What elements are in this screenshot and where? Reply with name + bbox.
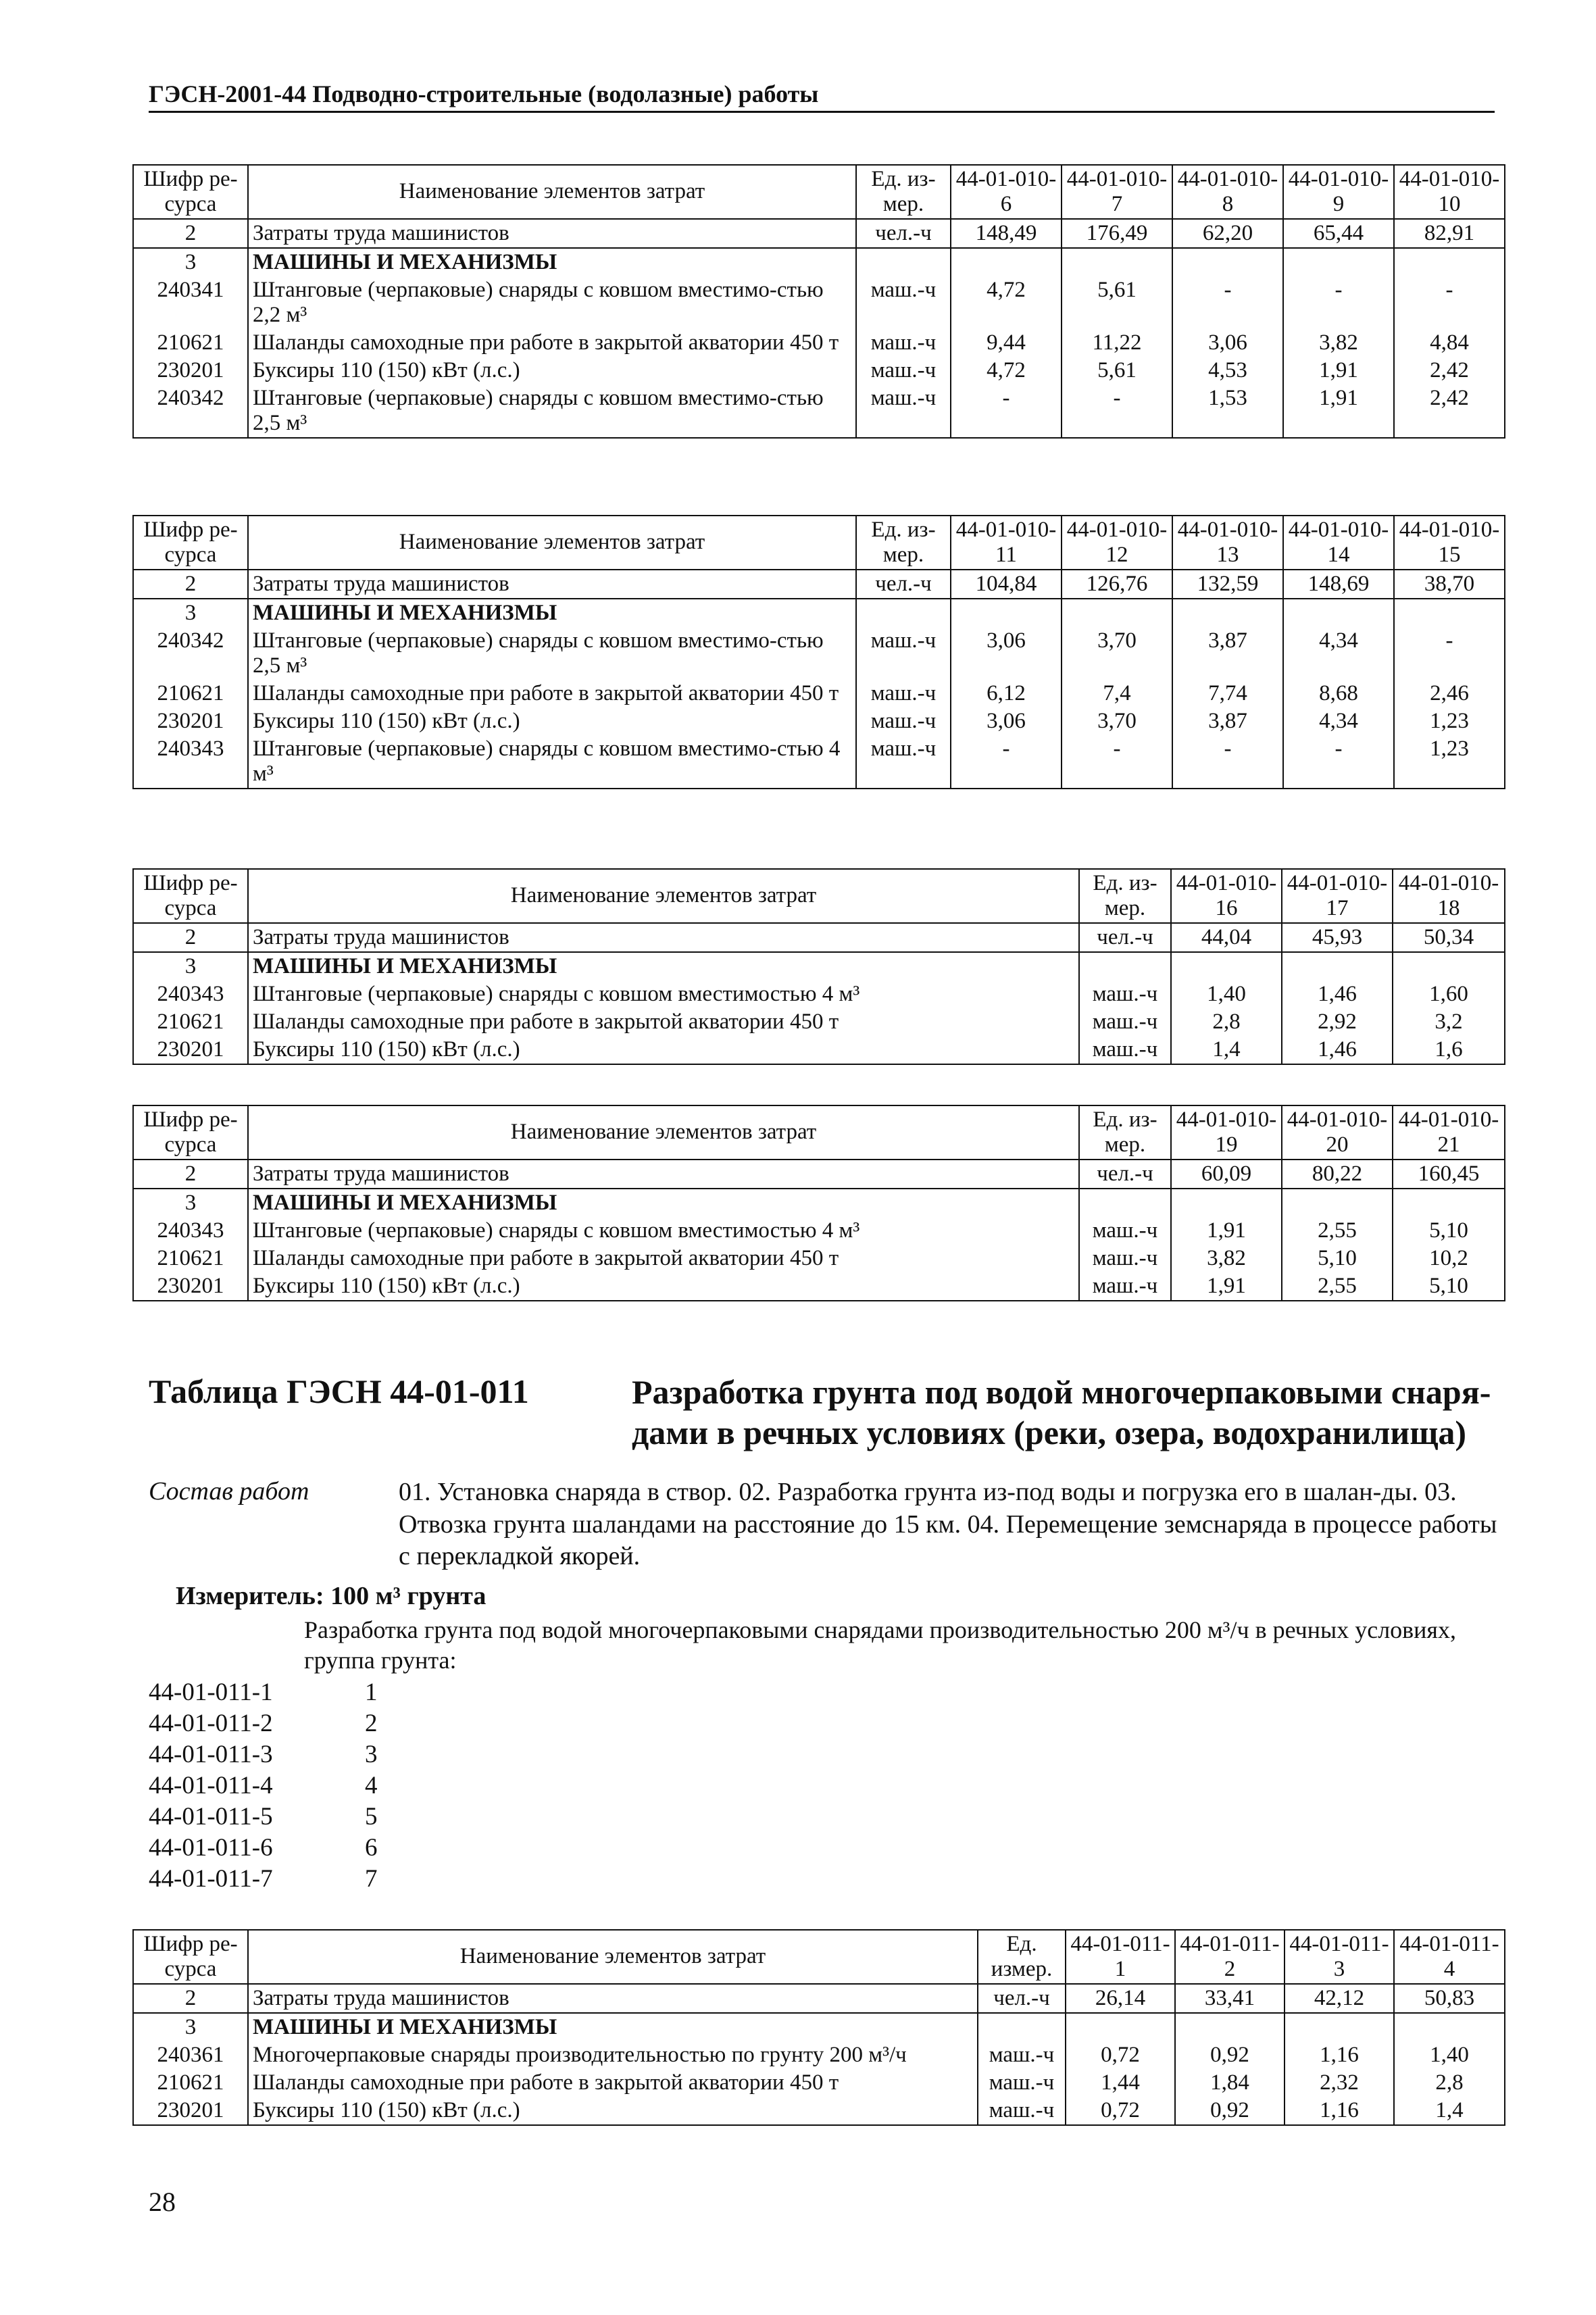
row-unit: маш.-ч <box>1079 1217 1171 1245</box>
row-name: МАШИНЫ И МЕХАНИЗМЫ <box>248 248 856 276</box>
header-shifr: Шифр ре-сурса <box>133 516 248 570</box>
header-norm-code: 44-01-010-9 <box>1283 165 1394 219</box>
row-name: Многочерпаковые снаряды производительностью по грунту 200 м³/ч <box>248 2041 978 2069</box>
table-header-row <box>133 1930 1505 1984</box>
row-unit: маш.-ч <box>1079 1036 1171 1064</box>
header-norm-code: 44-01-010-8 <box>1172 165 1283 219</box>
row-value: 4,53 <box>1172 357 1283 384</box>
row-unit: маш.-ч <box>1079 1272 1171 1301</box>
table-row <box>133 952 1505 980</box>
table-row <box>133 1245 1505 1272</box>
row-code: 3 <box>133 1189 248 1217</box>
row-value: 0,72 <box>1066 2041 1175 2069</box>
table-title: Разработка грунта под водой многочерпаковыми снаря-дами в речных условиях (реки, озера, водохранилища) <box>632 1373 1491 1451</box>
header-norm-code: 44-01-011-4 <box>1394 1930 1505 1984</box>
norm-table-1 <box>132 164 1505 439</box>
row-value: 1,60 <box>1393 980 1505 1008</box>
row-value: 160,45 <box>1393 1160 1505 1189</box>
row-value: 1,53 <box>1172 384 1283 438</box>
row-value: 2,8 <box>1394 2069 1505 2097</box>
table-header-row <box>133 1105 1505 1160</box>
header-norm-code: 44-01-011-1 <box>1066 1930 1175 1984</box>
row-value: 1,23 <box>1394 735 1505 789</box>
row-value: - <box>951 735 1062 789</box>
header-norm-code: 44-01-011-2 <box>1175 1930 1285 1984</box>
row-unit: чел.-ч <box>978 1984 1066 2013</box>
row-value: 3,87 <box>1172 707 1283 735</box>
header-norm-code: 44-01-010-16 <box>1171 869 1282 923</box>
soil-group: 1 <box>365 1678 378 1706</box>
sostav-text: 01. Установка снаряда в створ. 02. Разработка грунта из-под воды и погрузка его в шалан-ды. 03. Отвозка грунта шаландами на расстояние до 15 км. 04. Перемещение земснаряда в процессе работы с перекладкой якорей. <box>399 1478 1497 1570</box>
row-unit: маш.-ч <box>978 2069 1066 2097</box>
page-header: ГЭСН-2001-44 Подводно-строительные (водолазные) работы <box>149 80 1495 113</box>
header-norm-code: 44-01-010-21 <box>1393 1105 1505 1160</box>
table-row <box>133 735 1505 789</box>
header-shifr: Шифр ре-сурса <box>133 1105 248 1160</box>
table-row <box>133 2041 1505 2069</box>
row-value: 1,44 <box>1066 2069 1175 2097</box>
table-row <box>133 1272 1505 1301</box>
row-value: 1,40 <box>1171 980 1282 1008</box>
row-value: 45,93 <box>1282 923 1393 952</box>
row-value: - <box>1394 276 1505 329</box>
row-value: - <box>1283 735 1394 789</box>
row-value: 26,14 <box>1066 1984 1175 2013</box>
header-name: Наименование элементов затрат <box>248 1105 1079 1160</box>
soil-group: 7 <box>365 1865 378 1893</box>
row-value: 104,84 <box>951 570 1062 599</box>
row-value: 7,4 <box>1062 680 1172 707</box>
header-name: Наименование элементов затрат <box>248 1930 978 1984</box>
list-item <box>149 1739 378 1770</box>
header-norm-code: 44-01-010-10 <box>1394 165 1505 219</box>
row-value: - <box>1172 276 1283 329</box>
row-value: 2,55 <box>1282 1272 1393 1301</box>
row-value: 3,87 <box>1172 627 1283 680</box>
row-value: 1,16 <box>1285 2041 1394 2069</box>
row-value: 1,6 <box>1393 1036 1505 1064</box>
row-name: Штанговые (черпаковые) снаряды с ковшом вместимо-стью 2,5 м³ <box>248 627 856 680</box>
row-value: 5,10 <box>1393 1272 1505 1301</box>
row-name: Шаланды самоходные при работе в закрытой акватории 450 т <box>248 329 856 357</box>
row-name: Шаланды самоходные при работе в закрытой акватории 450 т <box>248 1245 1079 1272</box>
row-value: 3,06 <box>1172 329 1283 357</box>
table-row <box>133 219 1505 248</box>
norm-code: 44-01-011-6 <box>149 1834 273 1862</box>
row-unit: чел.-ч <box>856 219 951 248</box>
header-norm-code: 44-01-010-18 <box>1393 869 1505 923</box>
row-value: - <box>1172 735 1283 789</box>
norm-code: 44-01-011-4 <box>149 1772 273 1799</box>
list-item <box>149 1801 378 1833</box>
row-value: 6,12 <box>951 680 1062 707</box>
table-row <box>133 1984 1505 2013</box>
table-row <box>133 599 1505 627</box>
row-value: 60,09 <box>1171 1160 1282 1189</box>
table-row <box>133 384 1505 438</box>
row-code: 3 <box>133 2013 248 2041</box>
row-code: 240343 <box>133 1217 248 1245</box>
table-row <box>133 680 1505 707</box>
row-name: Затраты труда машинистов <box>248 1984 978 2013</box>
row-value: 5,10 <box>1282 1245 1393 1272</box>
soil-group: 2 <box>365 1710 378 1737</box>
row-value: 82,91 <box>1394 219 1505 248</box>
row-code: 240342 <box>133 384 248 438</box>
row-value: 3,70 <box>1062 707 1172 735</box>
meter-label: Измеритель: 100 м³ грунта <box>176 1582 487 1610</box>
header-shifr: Шифр ре-сурса <box>133 1930 248 1984</box>
header-norm-code: 44-01-010-14 <box>1283 516 1394 570</box>
row-name: МАШИНЫ И МЕХАНИЗМЫ <box>248 952 1079 980</box>
row-value: 1,46 <box>1282 980 1393 1008</box>
row-value: 5,61 <box>1062 357 1172 384</box>
table-row <box>133 1189 1505 1217</box>
header-norm-code: 44-01-010-7 <box>1062 165 1172 219</box>
table-header-row <box>133 516 1505 570</box>
row-value: 3,06 <box>951 627 1062 680</box>
row-code: 240341 <box>133 276 248 329</box>
row-code: 3 <box>133 248 248 276</box>
row-value: 3,82 <box>1283 329 1394 357</box>
row-value: - <box>951 384 1062 438</box>
row-unit: чел.-ч <box>856 570 951 599</box>
row-code: 230201 <box>133 1036 248 1064</box>
list-item <box>149 1677 378 1708</box>
row-code: 2 <box>133 219 248 248</box>
row-value: 132,59 <box>1172 570 1283 599</box>
row-code: 230201 <box>133 357 248 384</box>
row-code: 240342 <box>133 627 248 680</box>
row-value: 4,72 <box>951 357 1062 384</box>
row-value: 4,34 <box>1283 707 1394 735</box>
row-name: МАШИНЫ И МЕХАНИЗМЫ <box>248 599 856 627</box>
row-name: МАШИНЫ И МЕХАНИЗМЫ <box>248 1189 1079 1217</box>
row-unit: маш.-ч <box>1079 980 1171 1008</box>
row-code: 3 <box>133 952 248 980</box>
row-code: 230201 <box>133 2097 248 2125</box>
table-row <box>133 1160 1505 1189</box>
table-row <box>133 276 1505 329</box>
row-value: - <box>1394 627 1505 680</box>
row-value: 2,8 <box>1171 1008 1282 1036</box>
row-value: 148,49 <box>951 219 1062 248</box>
list-item <box>149 1770 378 1801</box>
header-norm-code: 44-01-010-20 <box>1282 1105 1393 1160</box>
row-name: Штанговые (черпаковые) снаряды с ковшом вместимостью 4 м³ <box>248 1217 1079 1245</box>
row-value: 2,46 <box>1394 680 1505 707</box>
row-value: 1,4 <box>1394 2097 1505 2125</box>
row-name: Шаланды самоходные при работе в закрытой акватории 450 т <box>248 2069 978 2097</box>
norm-table-5 <box>132 1929 1505 2126</box>
norm-table-3 <box>132 868 1505 1065</box>
row-code: 230201 <box>133 1272 248 1301</box>
header-norm-code: 44-01-010-13 <box>1172 516 1283 570</box>
row-value: 10,2 <box>1393 1245 1505 1272</box>
row-name: Буксиры 110 (150) кВт (л.с.) <box>248 1036 1079 1064</box>
header-norm-code: 44-01-010-12 <box>1062 516 1172 570</box>
row-value: 44,04 <box>1171 923 1282 952</box>
row-name: Затраты труда машинистов <box>248 570 856 599</box>
row-name: Штанговые (черпаковые) снаряды с ковшом вместимостью 4 м³ <box>248 980 1079 1008</box>
row-value: 11,22 <box>1062 329 1172 357</box>
row-code: 210621 <box>133 2069 248 2097</box>
row-unit: маш.-ч <box>978 2097 1066 2125</box>
row-unit: маш.-ч <box>856 627 951 680</box>
norm-code-list <box>149 1677 378 1895</box>
row-name: Затраты труда машинистов <box>248 219 856 248</box>
row-value: 4,34 <box>1283 627 1394 680</box>
header-norm-code: 44-01-010-11 <box>951 516 1062 570</box>
row-code: 210621 <box>133 1008 248 1036</box>
row-unit: чел.-ч <box>1079 1160 1171 1189</box>
table-row <box>133 1217 1505 1245</box>
header-unit: Ед. из-мер. <box>1079 1105 1171 1160</box>
row-value: 3,70 <box>1062 627 1172 680</box>
row-unit: маш.-ч <box>856 384 951 438</box>
header-name: Наименование элементов затрат <box>248 516 856 570</box>
row-code: 2 <box>133 1984 248 2013</box>
soil-group: 4 <box>365 1772 378 1799</box>
row-name: Затраты труда машинистов <box>248 923 1079 952</box>
row-code: 210621 <box>133 680 248 707</box>
row-value: 5,61 <box>1062 276 1172 329</box>
row-name: МАШИНЫ И МЕХАНИЗМЫ <box>248 2013 978 2041</box>
row-code: 240343 <box>133 735 248 789</box>
row-unit: маш.-ч <box>856 680 951 707</box>
table-row <box>133 570 1505 599</box>
row-value: 42,12 <box>1285 1984 1394 2013</box>
row-code: 240343 <box>133 980 248 1008</box>
row-value: 1,91 <box>1171 1217 1282 1245</box>
header-unit: Ед. из-мер. <box>856 516 951 570</box>
row-value: 0,92 <box>1175 2097 1285 2125</box>
row-value: 3,06 <box>951 707 1062 735</box>
row-value: 1,4 <box>1171 1036 1282 1064</box>
header-unit: Ед. из-мер. <box>856 165 951 219</box>
row-value: 2,92 <box>1282 1008 1393 1036</box>
table-row <box>133 357 1505 384</box>
table-row <box>133 329 1505 357</box>
row-code: 240361 <box>133 2041 248 2069</box>
row-value: - <box>1062 384 1172 438</box>
row-value: 2,42 <box>1394 384 1505 438</box>
table-row <box>133 1008 1505 1036</box>
row-value: 1,91 <box>1283 384 1394 438</box>
row-unit: чел.-ч <box>1079 923 1171 952</box>
row-name: Шаланды самоходные при работе в закрытой акватории 450 т <box>248 680 856 707</box>
header-unit: Ед. измер. <box>978 1930 1066 1984</box>
soil-group: 5 <box>365 1803 378 1831</box>
page-number: 28 <box>149 2187 176 2217</box>
norm-code: 44-01-011-1 <box>149 1678 273 1706</box>
table-row <box>133 627 1505 680</box>
norm-code: 44-01-011-3 <box>149 1741 273 1768</box>
header-unit: Ед. из-мер. <box>1079 869 1171 923</box>
header-shifr: Шифр ре-сурса <box>133 869 248 923</box>
row-name: Штанговые (черпаковые) снаряды с ковшом вместимо-стью 4 м³ <box>248 735 856 789</box>
description: Разработка грунта под водой многочерпаковыми снарядами производительностью 200 м³/ч в речных условиях, группа грунта: <box>304 1616 1456 1674</box>
row-value: 4,72 <box>951 276 1062 329</box>
row-name: Штанговые (черпаковые) снаряды с ковшом вместимо-стью 2,2 м³ <box>248 276 856 329</box>
row-value: 1,91 <box>1283 357 1394 384</box>
row-code: 2 <box>133 570 248 599</box>
header-name: Наименование элементов затрат <box>248 869 1079 923</box>
row-value: 3,82 <box>1171 1245 1282 1272</box>
soil-group: 6 <box>365 1834 378 1862</box>
header-norm-code: 44-01-011-3 <box>1285 1930 1394 1984</box>
row-value: 80,22 <box>1282 1160 1393 1189</box>
row-value: 1,23 <box>1394 707 1505 735</box>
row-name: Буксиры 110 (150) кВт (л.с.) <box>248 2097 978 2125</box>
row-name: Затраты труда машинистов <box>248 1160 1079 1189</box>
row-code: 210621 <box>133 1245 248 1272</box>
row-value: 1,84 <box>1175 2069 1285 2097</box>
header-norm-code: 44-01-010-6 <box>951 165 1062 219</box>
table-header-row <box>133 869 1505 923</box>
row-name: Буксиры 110 (150) кВт (л.с.) <box>248 707 856 735</box>
row-value: 2,42 <box>1394 357 1505 384</box>
row-value: 0,72 <box>1066 2097 1175 2125</box>
row-name: Штанговые (черпаковые) снаряды с ковшом вместимо-стью 2,5 м³ <box>248 384 856 438</box>
sostav-label: Состав работ <box>149 1477 309 1505</box>
row-value: 33,41 <box>1175 1984 1285 2013</box>
row-value: 3,2 <box>1393 1008 1505 1036</box>
row-code: 3 <box>133 599 248 627</box>
table-label: Таблица ГЭСН 44-01-011 <box>149 1372 529 1410</box>
row-value: 4,84 <box>1394 329 1505 357</box>
row-code: 230201 <box>133 707 248 735</box>
norm-code: 44-01-011-7 <box>149 1865 273 1893</box>
table-row <box>133 2097 1505 2125</box>
row-value: 0,92 <box>1175 2041 1285 2069</box>
table-row <box>133 1036 1505 1064</box>
row-value: 1,16 <box>1285 2097 1394 2125</box>
row-name: Буксиры 110 (150) кВт (л.с.) <box>248 1272 1079 1301</box>
table-row <box>133 2013 1505 2041</box>
norm-table-2 <box>132 515 1505 789</box>
header-norm-code: 44-01-010-15 <box>1394 516 1505 570</box>
row-value: 50,83 <box>1394 1984 1505 2013</box>
table-row <box>133 2069 1505 2097</box>
row-value: - <box>1283 276 1394 329</box>
row-value: 176,49 <box>1062 219 1172 248</box>
row-unit: маш.-ч <box>856 707 951 735</box>
row-value: 7,74 <box>1172 680 1283 707</box>
row-value: 9,44 <box>951 329 1062 357</box>
row-unit: маш.-ч <box>1079 1245 1171 1272</box>
row-value: 2,32 <box>1285 2069 1394 2097</box>
row-value: 8,68 <box>1283 680 1394 707</box>
header-norm-code: 44-01-010-19 <box>1171 1105 1282 1160</box>
row-name: Шаланды самоходные при работе в закрытой акватории 450 т <box>248 1008 1079 1036</box>
row-value: 65,44 <box>1283 219 1394 248</box>
norm-table-4 <box>132 1105 1505 1301</box>
row-unit: маш.-ч <box>856 735 951 789</box>
row-value: - <box>1062 735 1172 789</box>
list-item <box>149 1708 378 1739</box>
header-name: Наименование элементов затрат <box>248 165 856 219</box>
table-row <box>133 980 1505 1008</box>
row-unit: маш.-ч <box>856 329 951 357</box>
list-item <box>149 1833 378 1864</box>
row-code: 210621 <box>133 329 248 357</box>
row-value: 62,20 <box>1172 219 1283 248</box>
row-value: 1,46 <box>1282 1036 1393 1064</box>
row-value: 1,91 <box>1171 1272 1282 1301</box>
row-value: 148,69 <box>1283 570 1394 599</box>
list-item <box>149 1864 378 1895</box>
row-value: 5,10 <box>1393 1217 1505 1245</box>
row-unit: маш.-ч <box>978 2041 1066 2069</box>
table-row <box>133 248 1505 276</box>
row-value: 2,55 <box>1282 1217 1393 1245</box>
row-name: Буксиры 110 (150) кВт (л.с.) <box>248 357 856 384</box>
row-value: 1,40 <box>1394 2041 1505 2069</box>
table-row <box>133 923 1505 952</box>
row-value: 126,76 <box>1062 570 1172 599</box>
row-code: 2 <box>133 1160 248 1189</box>
header-norm-code: 44-01-010-17 <box>1282 869 1393 923</box>
row-unit: маш.-ч <box>856 276 951 329</box>
table-header-row <box>133 165 1505 219</box>
row-value: 50,34 <box>1393 923 1505 952</box>
row-value: 38,70 <box>1394 570 1505 599</box>
norm-code: 44-01-011-2 <box>149 1710 273 1737</box>
row-code: 2 <box>133 923 248 952</box>
soil-group: 3 <box>365 1741 378 1768</box>
table-row <box>133 707 1505 735</box>
norm-code: 44-01-011-5 <box>149 1803 273 1831</box>
row-unit: маш.-ч <box>1079 1008 1171 1036</box>
row-unit: маш.-ч <box>856 357 951 384</box>
header-shifr: Шифр ре-сурса <box>133 165 248 219</box>
